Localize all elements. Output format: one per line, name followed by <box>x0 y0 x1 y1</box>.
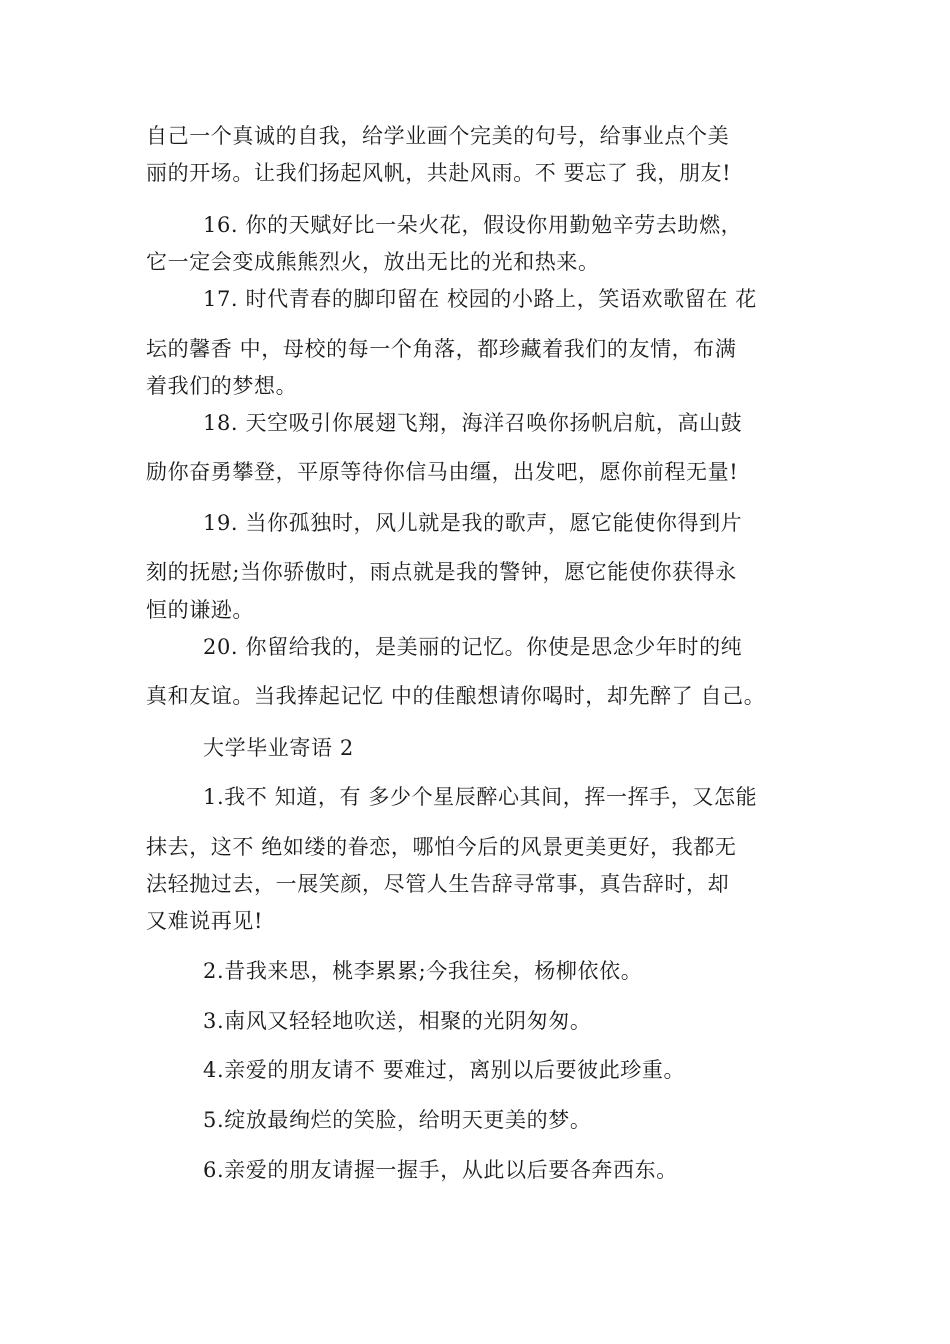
list-item: 2.昔我来思，桃李累累;今我往矣，杨柳依依。 <box>203 959 643 983</box>
text-line: 真和友谊。当我捧起记忆 中的佳酿想请你喝时，却先醉了 自己。 <box>146 684 766 708</box>
list-item: 4.亲爱的朋友请不 要难过，离别以后要彼此珍重。 <box>203 1058 686 1082</box>
text-line: 18. 天空吸引你展翅飞翔，海洋召唤你扬帆启航，高山鼓 <box>203 411 743 435</box>
text-line: 又难说再见! <box>146 909 264 933</box>
text-line: 它一定会变成熊熊烈火，放出无比的光和热来。 <box>146 250 600 274</box>
text-line: 着我们的梦想。 <box>146 374 298 398</box>
text-line: 恒的谦逊。 <box>146 598 254 622</box>
list-item: 5.绽放最绚烂的笑脸，给明天更美的梦。 <box>203 1108 592 1132</box>
text-line: 16. 你的天赋好比一朵火花，假设你用勤勉辛劳去助燃， <box>203 213 743 237</box>
text-line: 1.我不 知道，有 多少个星辰醉心其间，挥一挥手，又怎能 <box>203 785 758 809</box>
text-line: 法轻抛过去，一展笑颜，尽管人生告辞寻常事，真告辞时，却 <box>146 872 730 896</box>
text-line: 自己一个真诚的自我，给学业画个完美的句号，给事业点个美 <box>146 124 730 148</box>
text-line: 20. 你留给我的，是美丽的记忆。你使是思念少年时的纯 <box>203 635 743 659</box>
list-item: 3.南风又轻轻地吹送，相聚的光阴匆匆。 <box>203 1009 592 1033</box>
list-item: 6.亲爱的朋友请握一握手，从此以后要各奔西东。 <box>203 1158 678 1182</box>
section-heading: 大学毕业寄语 2 <box>203 736 354 760</box>
text-line: 刻的抚慰;当你骄傲时，雨点就是我的警钟，愿它能使你获得永 <box>146 560 737 584</box>
text-line: 抹去，这不 绝如缕的眷恋，哪怕今后的风景更美更好，我都无 <box>146 835 737 859</box>
text-line: 17. 时代青春的脚印留在 校园的小路上，笑语欢歌留在 花 <box>203 287 757 311</box>
text-line: 丽的开场。让我们扬起风帆，共赴风雨。不 要忘了 我，朋友! <box>146 161 732 185</box>
text-line: 19. 当你孤独时，风儿就是我的歌声，愿它能使你得到片 <box>203 511 743 535</box>
text-line: 坛的馨香 中，母校的每一个角落，都珍藏着我们的友情，布满 <box>146 337 737 361</box>
text-line: 励你奋勇攀登，平原等待你信马由缰，出发吧，愿你前程无量! <box>146 460 739 484</box>
